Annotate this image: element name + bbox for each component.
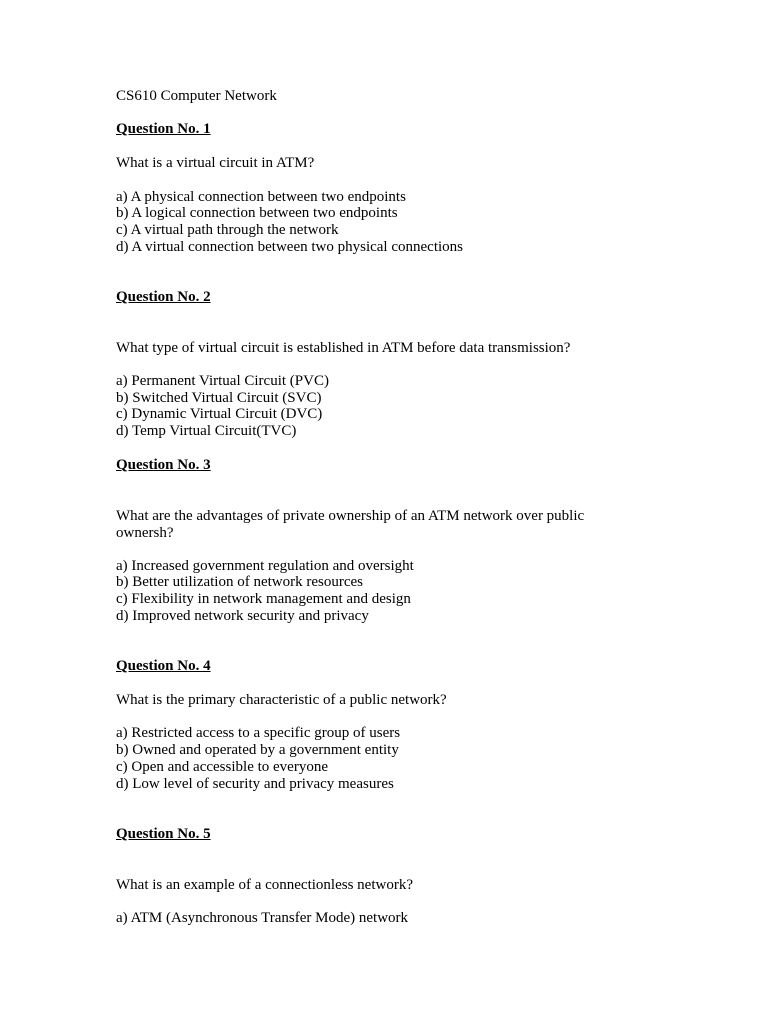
question-1-option-c: c) A virtual path through the network <box>116 222 339 238</box>
question-1-option-a: a) A physical connection between two endpoints <box>116 189 406 205</box>
question-1-heading: Question No. 1 <box>116 121 211 137</box>
question-4-heading: Question No. 4 <box>116 658 211 674</box>
question-3-heading: Question No. 3 <box>116 457 211 473</box>
question-3-option-b: b) Better utilization of network resources <box>116 574 364 590</box>
question-5-text: What is an example of a connectionless network? <box>116 877 413 893</box>
question-2-option-c: c) Dynamic Virtual Circuit (DVC) <box>116 406 323 422</box>
question-3-option-d: d) Improved network security and privacy <box>116 608 369 624</box>
question-3-option-c: c) Flexibility in network management and design <box>116 591 411 607</box>
question-3-option-a: a) Increased government regulation and oversight <box>116 558 414 574</box>
question-1-option-b: b) A logical connection between two endpoints <box>116 205 398 221</box>
question-2-option-a: a) Permanent Virtual Circuit (PVC) <box>116 373 329 389</box>
question-2-heading: Question No. 2 <box>116 289 211 305</box>
question-2-option-b: b) Switched Virtual Circuit (SVC) <box>116 390 322 406</box>
document-title: CS610 Computer Network <box>116 88 277 104</box>
question-4-option-d: d) Low level of security and privacy measures <box>116 776 394 792</box>
question-4-option-b: b) Owned and operated by a government entity <box>116 742 399 758</box>
question-4-option-a: a) Restricted access to a specific group of users <box>116 725 401 741</box>
question-1-text: What is a virtual circuit in ATM? <box>116 155 315 171</box>
question-2-text: What type of virtual circuit is established in ATM before data transmission? <box>116 340 571 356</box>
question-2-option-d: d) Temp Virtual Circuit(TVC) <box>116 423 297 439</box>
question-4-text: What is the primary characteristic of a public network? <box>116 692 447 708</box>
question-4-option-c: c) Open and accessible to everyone <box>116 759 328 775</box>
question-3-text: What are the advantages of private ownership of an ATM network over public ownersh? <box>116 508 585 541</box>
question-5-heading: Question No. 5 <box>116 826 211 842</box>
question-5-option-a: a) ATM (Asynchronous Transfer Mode) network <box>116 910 409 926</box>
question-1-option-d: d) A virtual connection between two physical connections <box>116 239 463 255</box>
